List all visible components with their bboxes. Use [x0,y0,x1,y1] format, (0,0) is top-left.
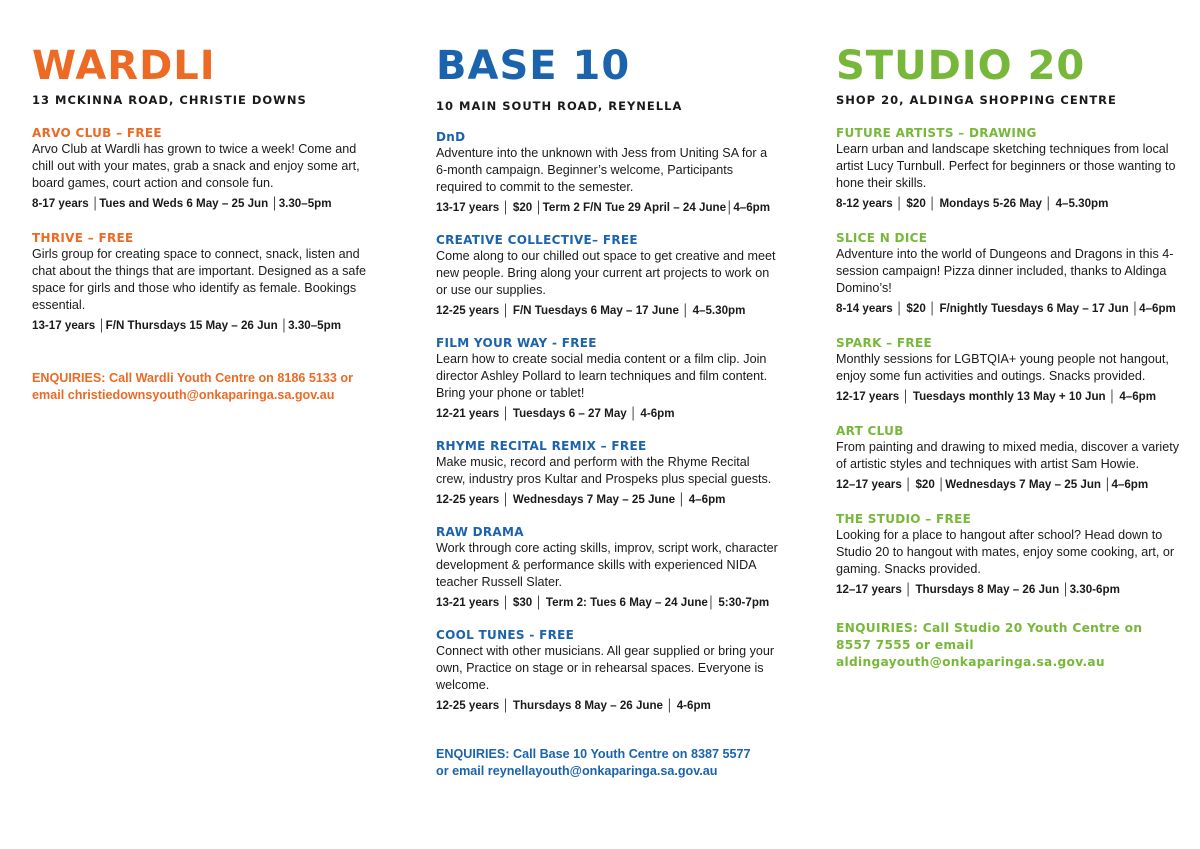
program-description: Looking for a place to hangout after school? Head down to Studio 20 to hangout with mates, enjoy some cooking, art, or gaming. Snacks provided. [836,528,1175,576]
program-item [836,335,1181,405]
program-title: THRIVE – FREE [32,231,134,245]
program-details: 8-14 years │ $20 │ F/nightly Tuesdays 6 May – 17 Jun │4–6pm [836,302,1176,315]
program-description: Adventure into the unknown with Jess from Uniting SA for a 6-month campaign. Beginner’s welcome, Participants required to commit to the semester. [436,146,768,194]
program-description: Arvo Club at Wardli has grown to twice a week! Come and chill out with your mates, grab a snack and enjoy some art, board games, court action and console fun. [32,142,360,190]
program-item [32,125,377,212]
program-description: From painting and drawing to mixed media, discover a variety of artistic styles and techniques with artist Sam Howie. [836,440,1179,471]
enquiries-phone: 8557 7555 or email [836,638,974,652]
program-details: 12-25 years │ Thursdays 8 May – 26 June │ 4-6pm [436,699,711,712]
program-title: FUTURE ARTISTS – DRAWING [836,126,1037,140]
program-item [436,524,781,611]
venue-column-base10 [436,42,781,780]
enquiries-email[interactable]: or email reynellayouth@onkaparinga.sa.gov.au [436,764,718,778]
enquiries [836,620,1181,671]
enquiries-line: ENQUIRIES: Call Studio 20 Youth Centre on [836,621,1143,635]
program-details: 12-25 years │ Wednesdays 7 May – 25 June │ 4–6pm [436,493,726,506]
program-details: 8-12 years │ $20 │ Mondays 5-26 May │ 4–5.30pm [836,197,1109,210]
program-title: RHYME RECITAL REMIX – FREE [436,439,647,453]
program-details: 13-17 years │F/N Thursdays 15 May – 26 Jun │3.30–5pm [32,319,342,332]
program-details: 12–17 years │ $20 │Wednesdays 7 May – 25 Jun │4–6pm [836,478,1149,491]
enquiries-email[interactable]: email christiedownsyouth@onkaparinga.sa.gov.au [32,388,335,402]
program-item [436,232,781,319]
venue-address: 10 MAIN SOUTH ROAD, REYNELLA [436,99,683,113]
venue-title: WARDLI [32,43,216,89]
enquiries [32,370,377,404]
program-title: SLICE N DICE [836,231,928,245]
program-details: 13-17 years │ $20 │Term 2 F/N Tue 29 April – 24 June│4–6pm [436,201,771,214]
program-description: Come along to our chilled out space to get creative and meet new people. Bring along your current art projects to work on or use our supplies. [436,249,776,297]
program-title: ART CLUB [836,424,904,438]
program-item [436,627,781,714]
program-description: Girls group for creating space to connect, snack, listen and chat about the things that are important. Designed as a safe space for girls and those who identify as female. Bookings essential. [32,247,366,312]
program-title: THE STUDIO – FREE [836,512,972,526]
program-title: FILM YOUR WAY - FREE [436,336,597,350]
enquiries-line: ENQUIRIES: Call Base 10 Youth Centre on 8387 5577 [436,747,751,761]
program-item [436,335,781,422]
program-title: ARVO CLUB – FREE [32,126,162,140]
program-item [836,511,1181,598]
program-details: 12-21 years │ Tuesdays 6 – 27 May │ 4-6pm [436,407,675,420]
venue-column-studio20 [836,42,1181,671]
program-description: Make music, record and perform with the Rhyme Recital crew, industry pros Kultar and Prospeks plus special guests. [436,455,772,486]
program-description: Learn urban and landscape sketching techniques from local artist Lucy Turnbull. Perfect for beginners or those wanting to hone their skills. [836,142,1176,190]
program-details: 12-25 years │ F/N Tuesdays 6 May – 17 June │ 4–5.30pm [436,304,746,317]
program-item [436,438,781,508]
program-item [436,129,781,216]
program-description: Work through core acting skills, improv, script work, character development & performance skills with experienced NIDA teacher Russell Slater. [436,541,778,589]
program-description: Learn how to create social media content or a film clip. Join director Ashley Pollard to learn techniques and film content. Bring your phone or tablet! [436,352,768,400]
program-title: CREATIVE COLLECTIVE– FREE [436,233,638,247]
venue-column-wardli [32,42,377,404]
program-item [836,125,1181,212]
program-title: RAW DRAMA [436,525,524,539]
venue-title: STUDIO 20 [836,43,1086,89]
program-title: SPARK – FREE [836,336,932,350]
enquiries-email[interactable]: aldingayouth@onkaparinga.sa.gov.au [836,655,1105,669]
program-details: 12-17 years │ Tuesdays monthly 13 May + 10 Jun │ 4–6pm [836,390,1157,403]
venue-title: BASE 10 [436,43,631,89]
program-item [836,230,1181,317]
program-details: 13-21 years │ $30 │ Term 2: Tues 6 May – 24 June│ 5:30-7pm [436,596,770,609]
venue-address: SHOP 20, ALDINGA SHOPPING CENTRE [836,93,1117,107]
program-item [836,423,1181,493]
program-description: Monthly sessions for LGBTQIA+ young people not hangout, enjoy some fun activities and outings. Snacks provided. [836,352,1169,383]
program-item [32,230,377,334]
venue-address: 13 MCKINNA ROAD, CHRISTIE DOWNS [32,93,307,107]
program-title: DnD [436,130,466,144]
program-description: Adventure into the world of Dungeons and Dragons in this 4-session campaign! Pizza dinner included, thanks to Aldinga Domino’s! [836,247,1174,295]
enquiries-line: ENQUIRIES: Call Wardli Youth Centre on 8186 5133 or [32,371,353,385]
enquiries [436,746,781,780]
program-description: Connect with other musicians. All gear supplied or bring your own, Practice on stage or in rehearsal spaces. Everyone is welcome. [436,644,775,692]
program-title: COOL TUNES - FREE [436,628,575,642]
program-details: 8-17 years │Tues and Weds 6 May – 25 Jun │3.30–5pm [32,197,332,210]
program-details: 12–17 years │ Thursdays 8 May – 26 Jun │3.30-6pm [836,583,1120,596]
